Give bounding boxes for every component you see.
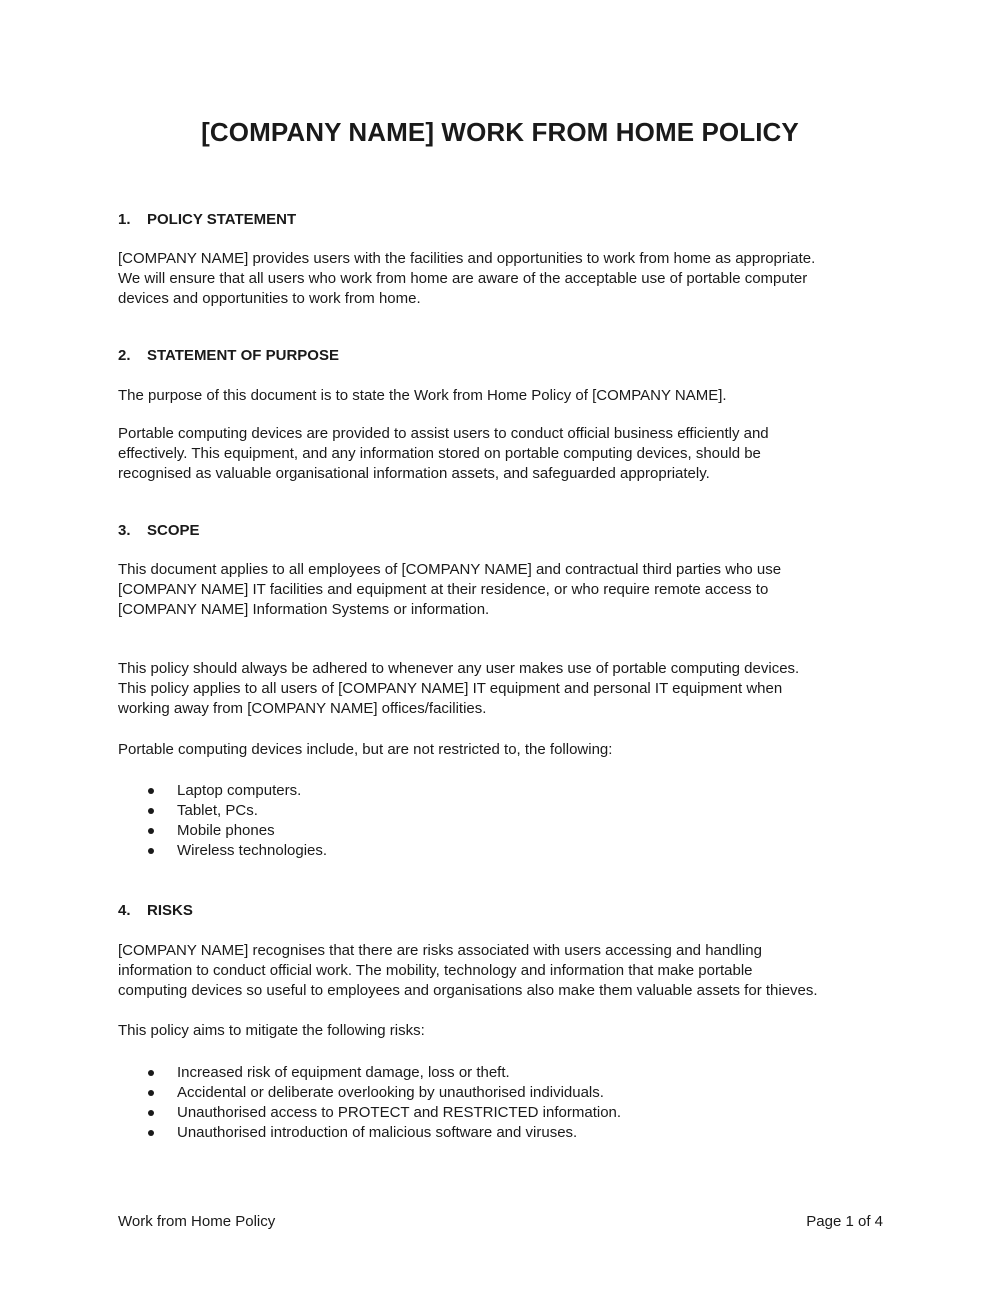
text-line: information to conduct official work. The mobility, technology and information that make portable: [118, 962, 753, 979]
bullet-icon: [148, 1110, 154, 1116]
bullet-icon: [148, 808, 154, 814]
section-4-paragraph-1: [118, 941, 898, 1001]
bullet-icon: [148, 1070, 154, 1076]
text-line: This policy aims to mitigate the following risks:: [118, 1022, 425, 1039]
list-item: [118, 1083, 621, 1103]
text-line: computing devices so useful to employees and organisations also make them valuable assets for thieves.: [118, 982, 818, 999]
footer-page-number: Page 1 of 4: [806, 1213, 883, 1230]
text-line: [COMPANY NAME] provides users with the facilities and opportunities to work from home as appropriate.: [118, 250, 816, 267]
text-line: effectively. This equipment, and any information stored on portable computing devices, should be: [118, 445, 761, 462]
section-title: STATEMENT OF PURPOSE: [147, 347, 339, 364]
list-item-text: Wireless technologies.: [177, 842, 328, 859]
section-2-heading: [118, 347, 339, 364]
text-line: [COMPANY NAME] recognises that there are risks associated with users accessing and handling: [118, 942, 762, 959]
text-line: [COMPANY NAME] IT facilities and equipment at their residence, or who require remote access to: [118, 581, 769, 598]
portable-devices-list: [118, 781, 327, 861]
bullet-icon: [148, 828, 154, 834]
section-1-heading: [118, 211, 296, 228]
section-3-paragraph-3: [118, 740, 898, 760]
list-item-text: Mobile phones: [177, 822, 275, 839]
text-line: working away from [COMPANY NAME] offices/facilities.: [118, 700, 487, 717]
section-2-paragraph-2: [118, 424, 898, 484]
text-line: We will ensure that all users who work from home are aware of the acceptable use of portable computer: [118, 270, 808, 287]
list-item: [118, 1103, 621, 1123]
risks-list: [118, 1063, 621, 1143]
text-line: recognised as valuable organisational information assets, and safeguarded appropriately.: [118, 465, 710, 482]
text-line: The purpose of this document is to state the Work from Home Policy of [COMPANY NAME].: [118, 387, 727, 404]
text-line: This policy applies to all users of [COMPANY NAME] IT equipment and personal IT equipment when: [118, 680, 783, 697]
section-number: 1.: [118, 211, 131, 228]
document-title: [COMPANY NAME] WORK FROM HOME POLICY: [201, 117, 799, 147]
section-4-paragraph-2: [118, 1021, 898, 1041]
text-line: [COMPANY NAME] Information Systems or information.: [118, 601, 490, 618]
list-item: [118, 781, 327, 801]
section-number: 2.: [118, 347, 131, 364]
section-title: SCOPE: [147, 522, 200, 539]
section-title: RISKS: [147, 902, 193, 919]
list-item: [118, 1123, 621, 1143]
section-2-paragraph-1: [118, 386, 898, 406]
footer-document-name: Work from Home Policy: [118, 1213, 276, 1230]
list-item-text: Increased risk of equipment damage, loss or theft.: [177, 1064, 510, 1081]
section-number: 3.: [118, 522, 131, 539]
list-item: [118, 841, 327, 861]
text-line: Portable computing devices are provided to assist users to conduct official business efficiently and: [118, 425, 769, 442]
list-item-text: Accidental or deliberate overlooking by unauthorised individuals.: [177, 1084, 604, 1101]
section-3-paragraph-1: [118, 560, 898, 620]
list-item-text: Tablet, PCs.: [177, 802, 258, 819]
text-line: This document applies to all employees of [COMPANY NAME] and contractual third parties who use: [118, 561, 782, 578]
list-item: [118, 801, 327, 821]
list-item-text: Laptop computers.: [177, 782, 302, 799]
section-1-paragraph-1: [118, 249, 898, 309]
bullet-icon: [148, 1090, 154, 1096]
list-item: [118, 821, 327, 841]
section-number: 4.: [118, 902, 131, 919]
text-line: Portable computing devices include, but are not restricted to, the following:: [118, 741, 613, 758]
list-item: [118, 1063, 621, 1083]
bullet-icon: [148, 848, 154, 854]
bullet-icon: [148, 1130, 154, 1136]
list-item-text: Unauthorised access to PROTECT and RESTRICTED information.: [177, 1104, 622, 1121]
text-line: devices and opportunities to work from home.: [118, 290, 421, 307]
text-line: This policy should always be adhered to whenever any user makes use of portable computing devices.: [118, 660, 800, 677]
list-item-text: Unauthorised introduction of malicious software and viruses.: [177, 1124, 578, 1141]
section-4-heading: [118, 902, 193, 919]
section-title: POLICY STATEMENT: [147, 211, 297, 228]
bullet-icon: [148, 788, 154, 794]
section-3-paragraph-2: [118, 659, 898, 719]
section-3-heading: [118, 522, 200, 539]
